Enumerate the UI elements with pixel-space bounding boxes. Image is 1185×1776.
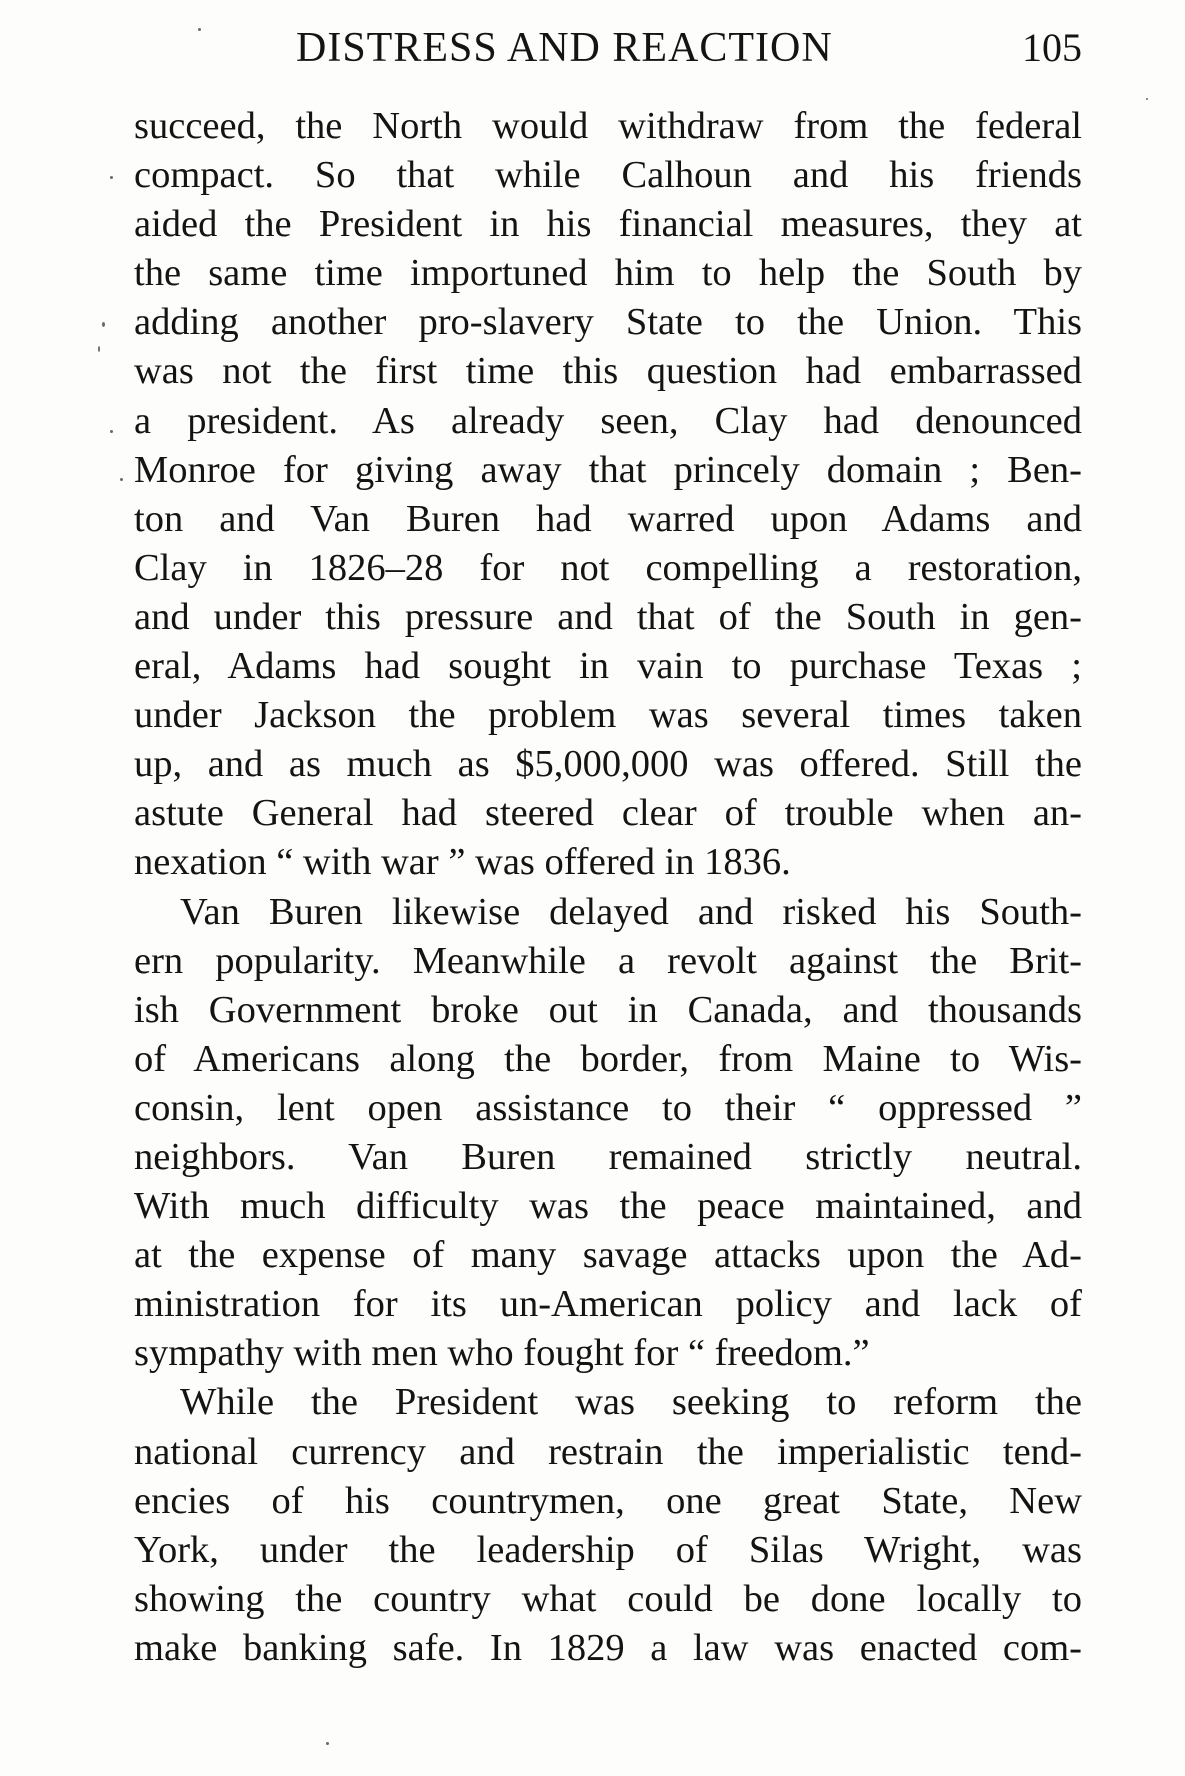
paragraph-end-line: sympathy with men who fought for “ freedom.”: [134, 1332, 870, 1375]
text-line: national currency and restrain the imperialistic tend-: [134, 1430, 1082, 1473]
text-line: ministration for its un-American policy and lack of: [134, 1283, 1082, 1326]
text-line: adding another pro-slavery State to the Union. This: [134, 301, 1082, 344]
paragraph-start-line: Van Buren likewise delayed and risked his South-: [180, 890, 1082, 933]
paragraph-end-line: nexation “ with war ” was offered in 1836.: [134, 841, 791, 884]
scan-speck: [198, 28, 201, 31]
text-line: succeed, the North would withdraw from the federal: [134, 105, 1082, 147]
page-number: 105: [1022, 25, 1082, 70]
text-line: make banking safe. In 1829 a law was enacted com-: [134, 1626, 1082, 1669]
body-text: [134, 102, 1082, 1673]
scan-speck: [1146, 98, 1148, 100]
text-line: ish Government broke out in Canada, and thousands: [134, 988, 1082, 1031]
scan-speck: [98, 346, 100, 352]
text-line: of Americans along the border, from Maine to Wis-: [134, 1037, 1082, 1080]
text-line: astute General had steered clear of trouble when an-: [134, 792, 1082, 835]
text-line: encies of his countrymen, one great State, New: [134, 1479, 1082, 1522]
text-line: and under this pressure and that of the South in gen-: [134, 595, 1082, 638]
text-line: ern popularity. Meanwhile a revolt against the Brit-: [134, 939, 1082, 982]
running-head: [134, 18, 1082, 78]
text-line: With much difficulty was the peace maintained, and: [134, 1185, 1082, 1228]
text-line: neighbors. Van Buren remained strictly neutral.: [134, 1135, 1082, 1178]
scan-speck: [326, 1742, 329, 1745]
text-line: consin, lent open assistance to their “ oppressed ”: [134, 1086, 1082, 1129]
scan-speck: [102, 322, 105, 327]
text-line: compact. So that while Calhoun and his friends: [134, 154, 1082, 197]
text-line: eral, Adams had sought in vain to purchase Texas ;: [134, 645, 1082, 688]
text-line: Clay in 1826–28 for not compelling a restoration,: [134, 546, 1082, 589]
scan-speck: [110, 430, 113, 433]
text-line: under Jackson the problem was several times taken: [134, 694, 1082, 737]
text-line: Monroe for giving away that princely domain ; Ben-: [134, 448, 1082, 491]
text-line: the same time importuned him to help the South by: [134, 252, 1082, 295]
scan-speck: [120, 478, 123, 481]
scan-speck: [110, 176, 113, 179]
text-line: up, and as much as $5,000,000 was offered. Still the: [134, 743, 1082, 786]
text-line: aided the President in his financial measures, they at: [134, 203, 1082, 246]
running-title: DISTRESS AND REACTION: [296, 25, 833, 71]
paragraph-start-line: While the President was seeking to reform the: [180, 1381, 1082, 1424]
text-line: at the expense of many savage attacks upon the Ad-: [134, 1234, 1082, 1277]
text-line: York, under the leadership of Silas Wright, was: [134, 1528, 1082, 1571]
text-line: showing the country what could be done locally to: [134, 1577, 1082, 1620]
text-line: was not the first time this question had embarrassed: [134, 350, 1082, 393]
text-line: a president. As already seen, Clay had denounced: [134, 399, 1082, 442]
text-line: ton and Van Buren had warred upon Adams and: [134, 497, 1082, 540]
